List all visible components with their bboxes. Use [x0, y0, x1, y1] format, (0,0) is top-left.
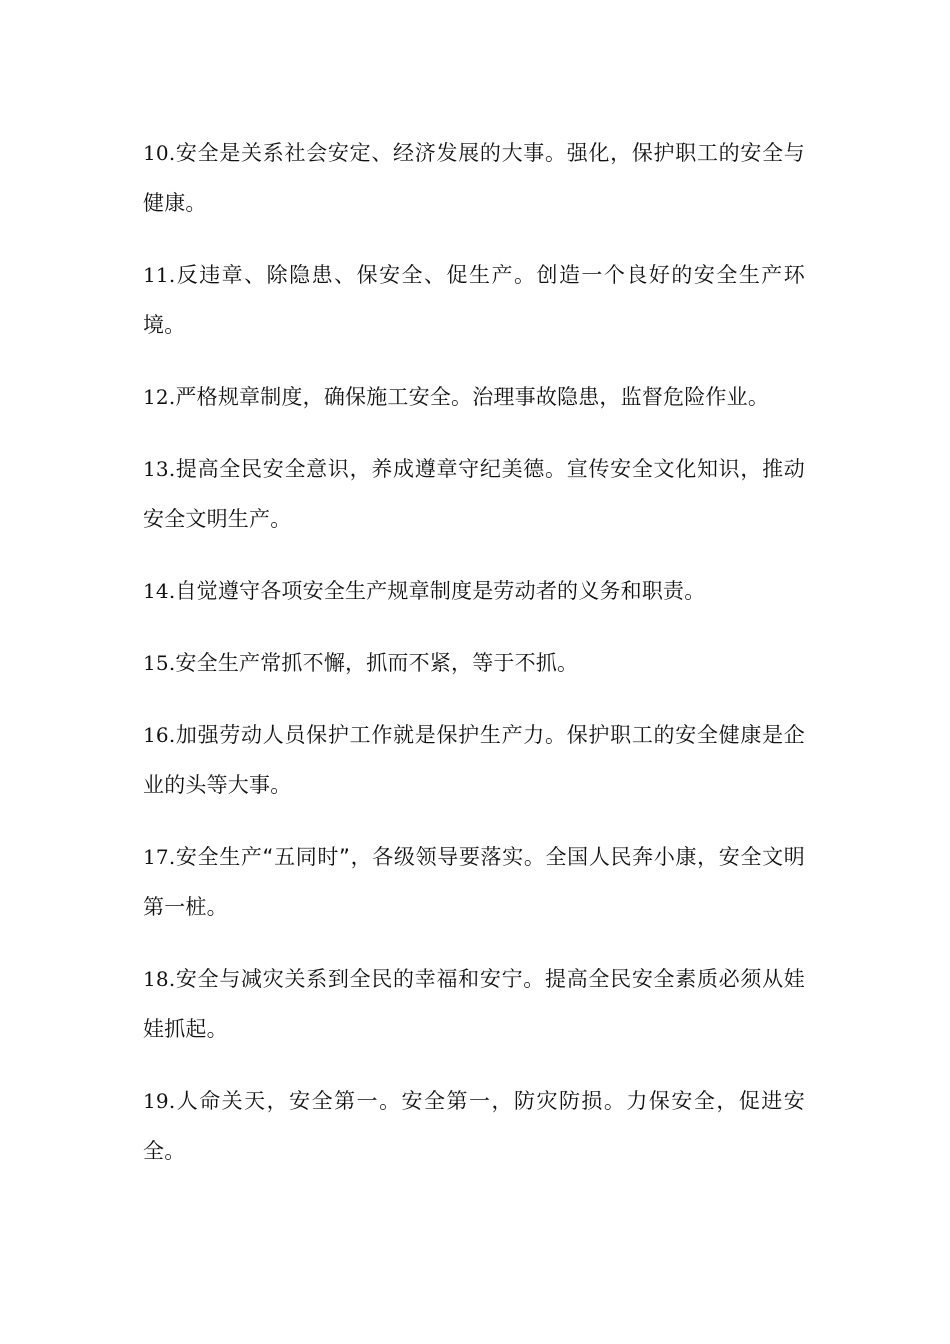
item-text: 安全是关系社会安定、经济发展的大事。强化，保护职工的安全与健康。: [143, 141, 805, 215]
item-number: 12.: [143, 385, 176, 409]
slogan-item-12: [143, 372, 805, 422]
item-text: 安全生产常抓不懈，抓而不紧，等于不抓。: [175, 651, 579, 675]
item-text: 人命关天，安全第一。安全第一，防灾防损。力保安全，促进安全。: [143, 1089, 805, 1163]
item-text: 自觉遵守各项安全生产规章制度是劳动者的义务和职责。: [175, 579, 706, 603]
item-number: 16.: [143, 723, 176, 747]
slogan-item-16: [143, 710, 805, 810]
item-text: 安全与减灾关系到全民的幸福和安宁。提高全民安全素质必须从娃娃抓起。: [143, 967, 805, 1041]
slogan-item-14: [143, 566, 805, 616]
item-number: 15.: [143, 651, 176, 675]
slogan-item-10: [143, 128, 805, 228]
slogan-item-13: [143, 444, 805, 544]
item-number: 18.: [143, 967, 176, 991]
item-number: 17.: [143, 845, 176, 869]
item-number: 14.: [143, 579, 176, 603]
slogan-list: [143, 128, 805, 1198]
item-number: 13.: [143, 457, 176, 481]
item-text: 加强劳动人员保护工作就是保护生产力。保护职工的安全健康是企业的头等大事。: [143, 723, 805, 797]
slogan-item-15: [143, 638, 805, 688]
item-text: 严格规章制度，确保施工安全。治理事故隐患，监督危险作业。: [175, 385, 770, 409]
item-number: 10.: [143, 141, 176, 165]
slogan-item-17: [143, 832, 805, 932]
slogan-item-19: [143, 1076, 805, 1176]
item-number: 11.: [143, 263, 176, 287]
item-text: 反违章、除隐患、保安全、促生产。创造一个良好的安全生产环境。: [143, 263, 805, 337]
item-text: 安全生产“五同时”，各级领导要落实。全国人民奔小康，安全文明第一桩。: [143, 845, 805, 919]
slogan-item-18: [143, 954, 805, 1054]
item-text: 提高全民安全意识，养成遵章守纪美德。宣传安全文化知识，推动安全文明生产。: [143, 457, 805, 531]
slogan-item-11: [143, 250, 805, 350]
item-number: 19.: [143, 1089, 176, 1113]
